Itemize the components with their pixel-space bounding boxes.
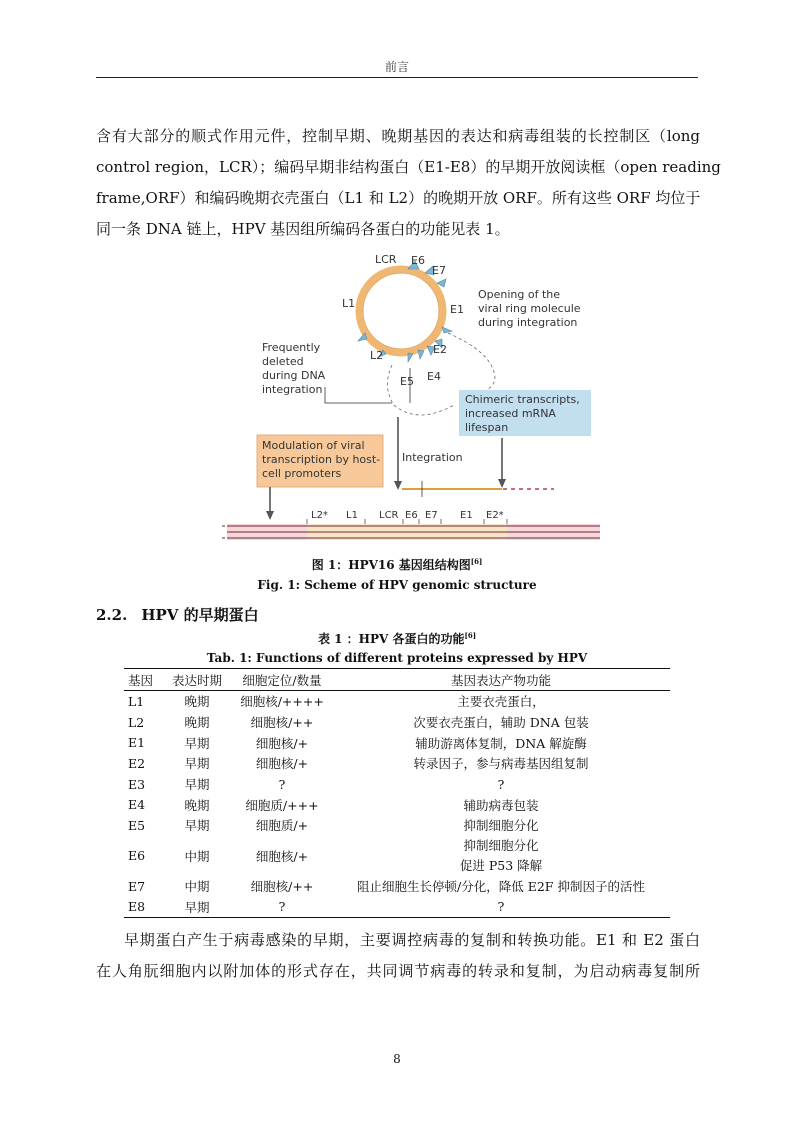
ring-label-lcr: LCR xyxy=(375,253,397,266)
table-row: E8 早期 ? ? xyxy=(124,897,670,918)
note-modulation: Modulation of viral transcription by host- cell promoters xyxy=(262,439,381,480)
col-header-gene: 基因 xyxy=(128,672,154,688)
ring-label-e2: E2 xyxy=(433,343,447,356)
figure-caption-en: Fig. 1: Scheme of HPV genomic structure xyxy=(257,578,537,592)
protein-function-table xyxy=(124,668,670,918)
running-header: 前言 xyxy=(384,60,409,74)
ring-marker-e5 xyxy=(408,353,413,362)
page-number: 8 xyxy=(393,1052,401,1066)
viral-ring-inner xyxy=(363,273,439,349)
linear-label-e2: E2* xyxy=(486,510,504,521)
linear-label-l2: L2* xyxy=(311,510,328,521)
col-header-function: 基因表达产物功能 xyxy=(450,672,551,688)
ring-label-l1: L1 xyxy=(342,297,356,310)
text-line: 在人角朊细胞内以附加体的形式存在，共同调节病毒的转录和复制，为启动病毒复制所 xyxy=(96,962,700,980)
table-row: E3 早期 ? ? xyxy=(128,776,505,793)
table-row: L2 晚期 细胞核/++ 次要衣壳蛋白，辅助 DNA 包装 xyxy=(128,714,589,731)
ring-marker-e1 xyxy=(442,327,452,333)
note-deleted: Frequently deleted during DNA integration xyxy=(262,341,326,396)
ring-label-e5: E5 xyxy=(400,375,414,388)
text-line: 含有大部分的顺式作用元件，控制早期、晚期基因的表达和病毒组装的长控制区（long xyxy=(96,127,700,145)
linear-label-l1: L1 xyxy=(346,510,358,521)
section-number: 2.2. xyxy=(96,606,128,624)
ring-label-e7: E7 xyxy=(432,264,446,277)
table-row: E5 早期 细胞质/+ 抑制细胞分化 xyxy=(128,817,539,834)
table-row: E4 晚期 细胞质/+++ 辅助病毒包装 xyxy=(128,797,539,813)
table-row: E1 早期 细胞核/+ 辅助游离体复制，DNA 解旋酶 xyxy=(128,735,587,751)
linear-label-e1: E1 xyxy=(460,510,473,521)
ring-label-e1: E1 xyxy=(450,303,464,316)
figure-caption-cn: 图 1：HPV16 基因组结构图[6] xyxy=(311,557,483,572)
linear-label-lcr: LCR xyxy=(379,510,399,521)
text-line: 早期蛋白产生于病毒感染的早期，主要调控病毒的复制和转换功能。E1 和 E2 蛋白 xyxy=(124,931,700,949)
intro-paragraph xyxy=(96,121,721,245)
ring-label-e6: E6 xyxy=(411,254,425,267)
linear-label-e7: E7 xyxy=(425,510,438,521)
table-row: E7 中期 细胞核/++ 阻止细胞生长停顿/分化，降低 E2F 抑制因子的活性 xyxy=(128,878,645,895)
integration-arrowhead xyxy=(394,481,402,490)
section-heading xyxy=(96,604,259,625)
hpv-genome-figure xyxy=(222,247,602,550)
text-line: control region，LCR）；编码早期非结构蛋白（E1-E8）的早期开放阅读框（open reading xyxy=(96,158,721,176)
ring-label-l2: L2 xyxy=(370,349,384,362)
modulation-arrowhead xyxy=(266,511,274,520)
table-caption-cn: 表 1 ：HPV 各蛋白的功能[6] xyxy=(317,631,477,646)
note-opening: Opening of the viral ring molecule during integration xyxy=(478,288,581,329)
note-chimeric: Chimeric transcripts, increased mRNA lifespan xyxy=(465,393,580,434)
deleted-pointer-line xyxy=(325,368,410,403)
table-row: E6 中期 细胞核/+ 抑制细胞分化 促进 P53 降解 xyxy=(128,837,543,873)
viral-ring xyxy=(359,269,443,353)
text-line: 同一条 DNA 链上，HPV 基因组所编码各蛋白的功能见表 1。 xyxy=(96,220,510,238)
deleted-dashed-arc xyxy=(387,365,454,415)
table-caption-en: Tab. 1: Functions of different proteins expressed by HPV xyxy=(206,651,588,665)
opening-dashed-arc xyxy=(448,333,495,393)
ring-label-e4: E4 xyxy=(427,370,441,383)
col-header-phase: 表达时期 xyxy=(171,672,222,688)
body-paragraph xyxy=(96,925,700,987)
ring-marker-e4 xyxy=(418,350,424,359)
table-row: E2 早期 细胞核/+ 转录因子，参与病毒基因组复制 xyxy=(128,755,589,772)
header-rule xyxy=(96,77,698,78)
table-header-row xyxy=(124,669,670,691)
chimeric-arrowhead xyxy=(498,479,506,488)
section-title: HPV 的早期蛋白 xyxy=(141,606,259,624)
table-row: L1 晚期 细胞核/++++ 主要衣壳蛋白， xyxy=(128,693,545,710)
col-header-location: 细胞定位/数量 xyxy=(242,672,322,688)
linear-label-e6: E6 xyxy=(405,510,418,521)
integration-label: Integration xyxy=(402,451,463,464)
text-line: frame,ORF）和编码晚期衣壳蛋白（L1 和 L2）的晚期开放 ORF。所有这些 ORF 均位于 xyxy=(96,189,701,207)
